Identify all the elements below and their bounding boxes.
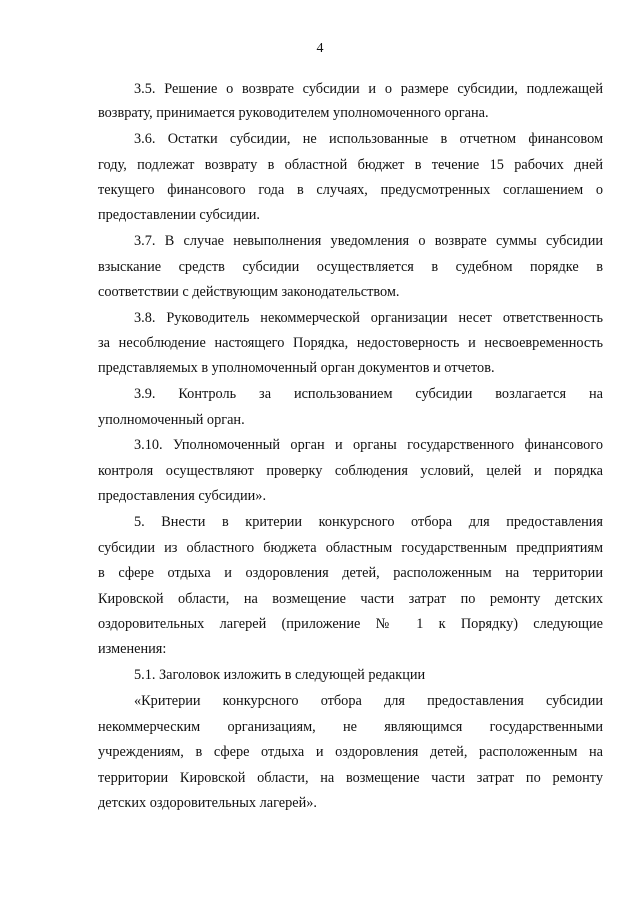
text-line: представляемых в уполномоченный орган документов и отчетов. [98,360,495,376]
text-line: возврату, принимается руководителем уполномоченного органа. [98,105,489,121]
text-line: соответствии с действующим законодательством. [98,284,400,300]
text-line: в сфере отдыха и оздоровления детей, расположенным на территории [98,565,603,581]
text-line: текущего финансового года в случаях, предусмотренных соглашением о [98,182,603,198]
text-line: контроля осуществляют проверку соблюдения условий, целей и порядка [98,463,603,479]
text-line: учреждениям, в сфере отдыха и оздоровления детей, расположенным на [98,744,603,760]
text-line: Кировской области, на возмещение части затрат по ремонту детских [98,591,603,607]
text-line: за несоблюдение настоящего Порядка, недостоверность и несвоевременность [98,335,603,351]
text-line: оздоровительных лагерей (приложение № 1 к Порядку) следующие [98,616,603,632]
text-line: «Критерии конкурсного отбора для предоставления субсидии [134,693,603,709]
text-line: 5.1. Заголовок изложить в следующей редакции [134,667,426,683]
text-line: некоммерческим организациям, не являющимся государственными [98,719,603,735]
text-line: детских оздоровительных лагерей». [98,795,317,811]
text-line: 3.9. Контроль за использованием субсидии возлагается на [134,386,603,402]
text-line: уполномоченный орган. [98,412,245,428]
text-line: году, подлежат возврату в областной бюджет в течение 15 рабочих дней [98,157,603,173]
text-line: территории Кировской области, на возмещение части затрат по ремонту [98,770,603,786]
text-line: предоставлении субсидии. [98,207,260,223]
text-line: предоставления субсидии». [98,488,267,504]
text-line: 3.10. Уполномоченный орган и органы государственного финансового [134,437,603,453]
page-number: 4 [316,41,324,56]
text-line: 3.7. В случае невыполнения уведомления о возврате суммы субсидии [134,233,603,249]
text-line: 3.6. Остатки субсидии, не использованные в отчетном финансовом [134,131,603,147]
text-line: взыскание средств субсидии осуществляется в судебном порядке в [98,259,603,275]
text-line: 5. Внести в критерии конкурсного отбора для предоставления [134,514,603,530]
text-line: субсидии из областного бюджета областным государственным предприятиям [98,540,603,556]
text-line: изменения: [98,641,167,657]
text-line: 3.8. Руководитель некоммерческой организации несет ответственность [134,310,603,326]
text-line: 3.5. Решение о возврате субсидии и о размере субсидии, подлежащей [134,81,603,97]
